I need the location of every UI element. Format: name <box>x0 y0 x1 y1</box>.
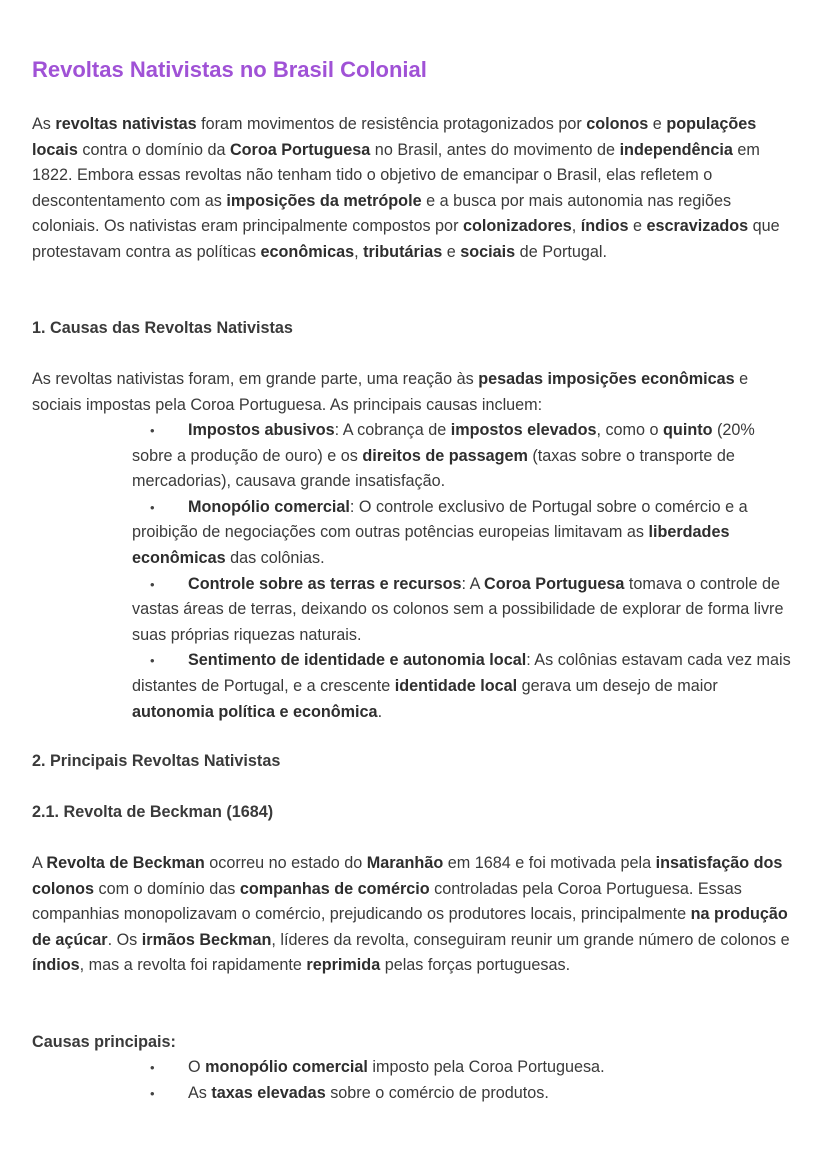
bold-term: colonizadores <box>462 217 572 236</box>
bold-term: Coroa Portuguesa <box>229 140 371 159</box>
beckman-causes-list <box>132 1055 798 1106</box>
intro-paragraph: As revoltas nativistas foram movimentos de resistência protagonizados por colonos e populações locais contra o domínio da Coroa Portuguesa no Brasil, antes do movimento de independência em 1822. Embora essas revoltas não tenham tido o objetivo de emancipar o Brasil, elas refletem o descontentamento com as imposições da metrópole e a busca por mais autonomia nas regiões coloniais. Os nativistas eram principalmente compostos por colonizadores, índios e escravizados que protestavam contra as políticas econômicas, tributárias e sociais de Portugal. <box>32 115 780 261</box>
bold-term: monopólio comercial <box>205 1058 368 1076</box>
bold-term: identidade local <box>394 676 518 695</box>
list-item: • Monopólio comercial: O controle exclusivo de Portugal sobre o comércio e a proibição de negociações com outras potências europeias limitavam as liberdades econômicas das colônias. <box>132 495 798 572</box>
bold-term: pesadas imposições econômicas <box>478 370 735 388</box>
bullet-icon: • <box>150 423 155 438</box>
bold-term: insatisfação dos colonos <box>32 854 783 898</box>
bullet-icon: • <box>150 576 155 592</box>
list-item: • Sentimento de identidade e autonomia local: As colônias estavam cada vez mais distantes de Portugal, e a crescente identidade local gerava um desejo de maior autonomia política e econômica. <box>132 648 798 725</box>
bold-term: irmãos Beckman <box>141 930 272 949</box>
bullet-icon: • <box>150 1085 155 1101</box>
bold-term: Sentimento de identidade e autonomia local <box>188 651 527 670</box>
bold-term: autonomia política e econômica <box>132 702 378 721</box>
beckman-paragraph: A Revolta de Beckman ocorreu no estado do Maranhão em 1684 e foi motivada pela insatisfação dos colonos com o domínio das companhas de comércio controladas pela Coroa Portuguesa. Essas companhias monopolizavam o comércio, prejudicando os produtores locais, principalmente na produção de açúcar. Os irmãos Beckman, líderes da revolta, conseguiram reunir um grande número de colonos e índios, mas a revolta foi rapidamente reprimida pelas forças portuguesas. <box>32 854 790 975</box>
bold-term: Impostos abusivos <box>188 421 335 439</box>
subsection-2-1-heading: 2.1. Revolta de Beckman (1684) <box>32 803 274 821</box>
bold-term: independência <box>619 140 733 159</box>
list-item: • Impostos abusivos: A cobrança de impostos elevados, como o quinto (20% sobre a produção de ouro) e os direitos de passagem (taxas sobre o transporte de mercadorias), causava grande insatisfação. <box>132 418 798 495</box>
bold-term: impostos elevados <box>450 421 597 439</box>
bold-term: revoltas nativistas <box>55 115 197 133</box>
bold-term: sociais <box>460 242 516 261</box>
bold-term: liberdades econômicas <box>132 523 730 567</box>
bold-term: reprimida <box>306 956 381 975</box>
bold-term: índios <box>580 217 629 236</box>
bold-term: tributárias <box>363 242 443 261</box>
causes-list <box>132 418 798 725</box>
bullet-icon: • <box>150 1060 155 1075</box>
bold-term: taxas elevadas <box>211 1083 326 1102</box>
bold-term: Controle sobre as terras e recursos <box>188 574 462 593</box>
section-1-heading: 1. Causas das Revoltas Nativistas <box>32 319 293 337</box>
bullet-icon: • <box>150 653 155 669</box>
list-item: • As taxas elevadas sobre o comércio de produtos. <box>132 1081 798 1107</box>
bold-term: companhas de comércio <box>239 879 430 898</box>
list-item: • Controle sobre as terras e recursos: A Coroa Portuguesa tomava o controle de vastas áreas de terras, deixando os colonos sem a possibilidade de explorar de forma livre suas próprias riquezas naturais. <box>132 572 798 649</box>
document-title: Revoltas Nativistas no Brasil Colonial <box>32 57 427 82</box>
bold-term: Coroa Portuguesa <box>484 574 625 593</box>
section-2-heading: 2. Principais Revoltas Nativistas <box>32 752 281 770</box>
bold-term: Maranhão <box>366 854 444 872</box>
list-item: • O monopólio comercial imposto pela Coroa Portuguesa. <box>132 1055 798 1081</box>
bullet-icon: • <box>150 499 155 515</box>
bold-term: na produção de açúcar <box>32 905 788 949</box>
section-1-intro: As revoltas nativistas foram, em grande parte, uma reação às pesadas imposições econômicas e sociais impostas pela Coroa Portuguesa. As principais causas incluem: <box>32 370 749 414</box>
bold-term: imposições da metrópole <box>226 191 422 210</box>
bold-term: colonos <box>586 115 649 133</box>
bold-term: quinto <box>663 421 713 439</box>
bold-term: direitos de passagem <box>362 446 528 465</box>
bold-term: Revolta de Beckman <box>46 854 205 872</box>
bold-term: econômicas <box>260 242 355 261</box>
bold-term: populações locais <box>32 115 757 159</box>
bold-term: Monopólio comercial <box>188 497 350 516</box>
causes-principais-label: Causas principais: <box>32 1033 176 1051</box>
bold-term: índios <box>32 956 80 975</box>
bold-term: escravizados <box>646 217 749 236</box>
